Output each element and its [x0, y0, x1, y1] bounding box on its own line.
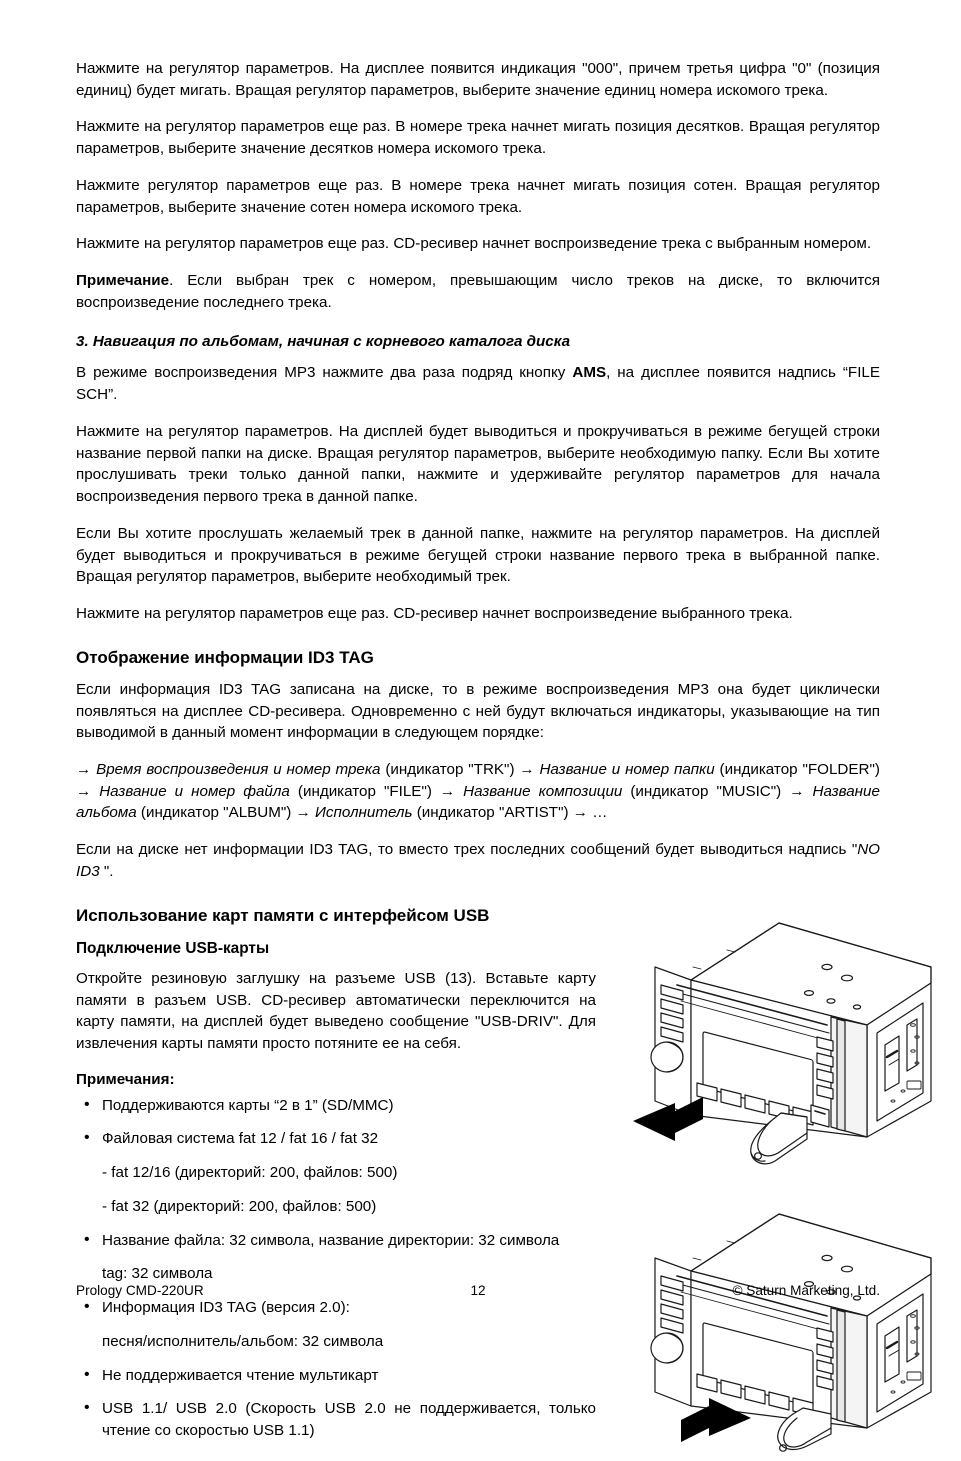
arrow-4: →	[439, 782, 456, 800]
usb-notes-list	[76, 1095, 596, 1442]
paragraph-play-selected: Нажмите на регулятор параметров еще раз. CD-ресивер начнет воспроизведение выбранного трека.	[76, 604, 793, 622]
heading-usb-memory-cards: Использование карт памяти с интерфейсом USB	[76, 905, 490, 925]
note-label: Примечание	[76, 272, 170, 290]
id3-item-2-indicator: (индикатор "FILE")	[297, 782, 432, 800]
heading-navigation-albums: 3. Навигация по альбомам, начиная с корневого каталога диска	[76, 332, 571, 350]
paragraph-id3-sequence	[76, 759, 880, 824]
list-item: • Название файла: 32 символа, название директории: 32 символа	[76, 1230, 596, 1252]
illustration-cd-receiver-usb-remove	[631, 1196, 951, 1461]
id3-item-1-name: Название и номер папки	[539, 761, 715, 778]
ams-button-name: AMS	[572, 364, 607, 382]
paragraph-folder-select: Нажмите на регулятор параметров. На дисплей будет выводиться и прокручиваться в режиме бегущей строки название первой папки на диске. Вращая регулятор параметров, выберите необходимую папку. Если Вы хотите прослушивать треки только данной папки, нажмите и удерживайте регулятор параметров для начала воспроизведения первого трека в данной папке.	[76, 422, 880, 506]
id3-item-5-name: Исполнитель	[315, 804, 413, 822]
footer-model: Prology CMD-220UR	[76, 1283, 204, 1298]
arrow-5: →	[789, 782, 805, 800]
list-item: • Файловая система fat 12 / fat 16 / fat 32	[76, 1128, 596, 1150]
notes-label: Примечания:	[76, 1070, 175, 1088]
note-primechanie	[76, 270, 880, 313]
list-item: • Не поддерживается чтение мультикарт	[76, 1365, 596, 1387]
id3-sequence-ellipsis: …	[592, 804, 608, 822]
arrow-2: →	[519, 761, 535, 778]
paragraph-id3-intro: Если информация ID3 TAG записана на диске, то в режиме воспроизведения MP3 она будет циклически появляться на дисплее CD-ресивера. Одновременно с ней будут включаться индикаторы, указывающие на тип выводимой в данный момент информации в следующем порядке:	[76, 680, 880, 742]
page-number: 12	[470, 1283, 486, 1298]
no-id3-after: ".	[103, 862, 114, 880]
list-subitem: tag: 32 символа	[102, 1265, 213, 1283]
paragraph-track-tens: Нажмите на регулятор параметров еще раз. В номере трека начнет мигать позиция десятков. Вращая регулятор параметров, выберите значение десятков номера искомого трека.	[76, 118, 880, 158]
id3-item-3-name: Название композиции	[463, 782, 623, 800]
id3-item-4-indicator: (индикатор "ALBUM")	[140, 804, 292, 822]
no-id3-label: NO ID3	[76, 841, 880, 880]
ams-after: , на дисплее появится надпись “FILE SCH”.	[76, 364, 880, 404]
arrow-1: →	[76, 761, 92, 778]
arrow-7: →	[572, 804, 588, 822]
footer-copyright: © Saturn Marketing, Ltd.	[732, 1283, 880, 1298]
illustrations-column	[631, 905, 961, 1461]
list-item: • Поддерживаются карты “2 в 1” (SD/MMC)	[76, 1095, 596, 1117]
paragraph-track-hundreds: Нажмите регулятор параметров еще раз. В номере трека начнет мигать позиция сотен. Вращая регулятор параметров, выберите значение сотен номера искомого трека.	[76, 176, 880, 216]
no-id3-before: Если на диске нет информации ID3 TAG, то вместо трех последних сообщений будет выводиться надпись "	[76, 841, 858, 859]
id3-item-4-name: Название альбома	[76, 782, 880, 822]
paragraph-usb-connect: Откройте резиновую заглушку на разъеме USB (13). Вставьте карту памяти в разъем USB. CD-ресивер автоматически переключится на карту памяти, на дисплей будет выведено сообщение "USB-DRIV". Для извлечения карты памяти просто потяните ее на себя.	[76, 969, 596, 1052]
heading-id3-tag: Отображение информации ID3 TAG	[76, 647, 374, 667]
paragraph-no-id3	[76, 839, 880, 882]
paragraph-track-in-folder: Если Вы хотите прослушать желаемый трек в данной папке, нажмите на регулятор параметров. На дисплей будет выводиться и прокручиваться в режиме бегущей строки название первого трека в выбранной папке. Вращая регулятор параметров, выберите необходимый трек.	[76, 524, 880, 586]
note-text: . Если выбран трек с номером, превышающим число треков на диске, то включится воспроизведение последнего трека.	[76, 272, 880, 311]
usb-section	[76, 905, 880, 1442]
id3-item-0-name: Время воспроизведения и номер трека	[96, 761, 381, 778]
list-item: • Информация ID3 TAG (версия 2.0):	[76, 1297, 596, 1319]
heading-usb-connect: Подключение USB-карты	[76, 939, 270, 957]
paragraph-track-play: Нажмите на регулятор параметров еще раз. CD-ресивер начнет воспроизведение трека с выбранным номером.	[76, 235, 872, 253]
page-content	[76, 58, 880, 1454]
illustration-cd-receiver-usb-insert	[631, 905, 951, 1170]
paragraph-ams-button	[76, 362, 880, 405]
list-subitem: песня/исполнитель/альбом: 32 символа	[102, 1332, 384, 1350]
id3-item-3-indicator: (индикатор "MUSIC")	[630, 782, 782, 800]
arrow-6: →	[295, 804, 311, 822]
list-item: • USB 1.1/ USB 2.0 (Скорость USB 2.0 не поддерживается, только чтение со скоростью USB 1.1)	[76, 1398, 596, 1441]
arrow-3: →	[76, 782, 92, 800]
id3-item-2-name: Название и номер файла	[99, 782, 290, 800]
ams-before: В режиме воспроизведения MP3 нажмите два раза подряд кнопку	[76, 364, 573, 382]
list-subitem: - fat 12/16 (директорий: 200, файлов: 500)	[102, 1164, 398, 1182]
paragraph-track-units: Нажмите на регулятор параметров. На дисплее появится индикация "000", причем третья цифра "0" (позиция единиц) будет мигать. Вращая регулятор параметров, выберите значение единиц номера искомого трека.	[76, 60, 880, 99]
list-subitem: - fat 32 (директорий: 200, файлов: 500)	[102, 1197, 377, 1215]
id3-item-1-indicator: (индикатор "FOLDER")	[719, 761, 880, 778]
id3-item-0-indicator: (индикатор "TRK")	[385, 761, 515, 778]
usb-section-text	[76, 905, 596, 1442]
id3-item-5-indicator: (индикатор "ARTIST")	[416, 804, 569, 822]
